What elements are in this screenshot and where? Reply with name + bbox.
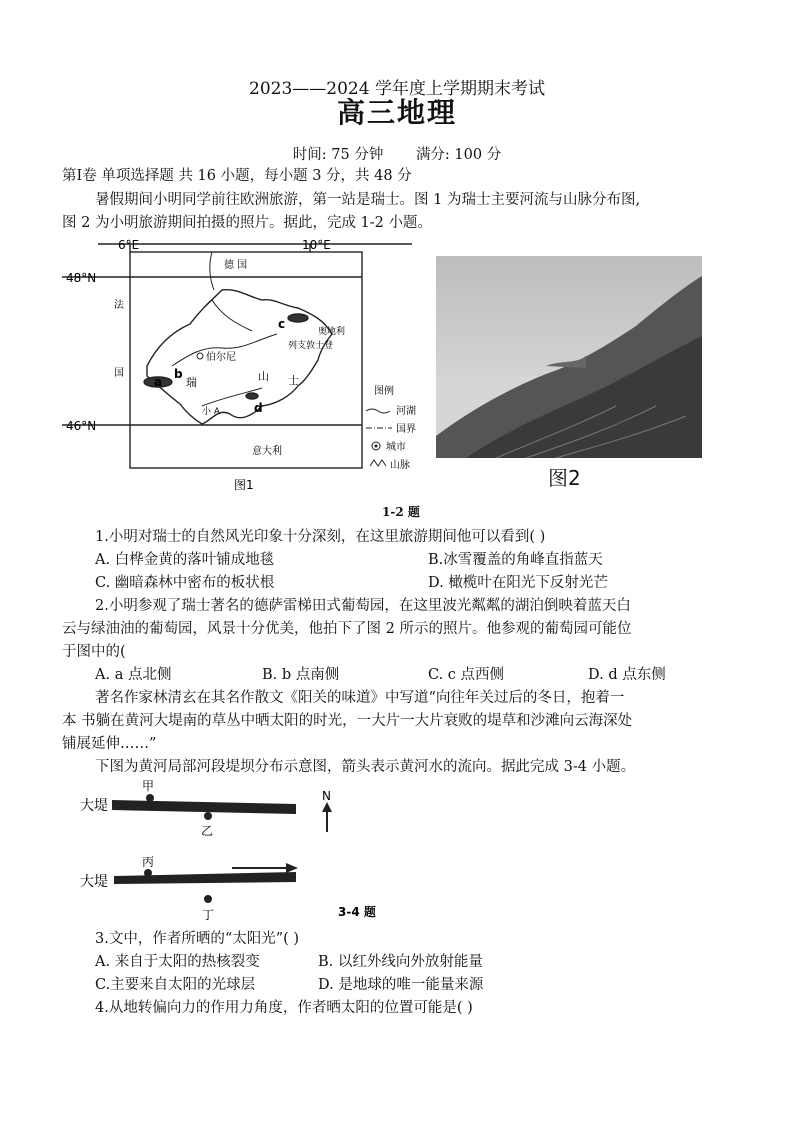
legend-river-icon bbox=[366, 409, 390, 413]
label-italy: 意大利 bbox=[252, 446, 282, 457]
lat-label-46n: 46°N bbox=[66, 419, 97, 433]
north-label: N bbox=[322, 789, 331, 803]
intro1-line2: 图 2 为小明旅游期间拍摄的照片。据此，完成 1-2 小题。 bbox=[62, 215, 433, 231]
q1-option-a: A. 白桦金黄的落叶铺成地毯 bbox=[95, 552, 275, 568]
q2-option-d: D. d 点东侧 bbox=[588, 667, 666, 683]
legend-title: 图例 bbox=[374, 386, 394, 397]
diagram-caption: 3-4 题 bbox=[338, 905, 376, 919]
legend-river: 河湖 bbox=[396, 406, 416, 417]
flow-arrow-icon bbox=[286, 863, 298, 873]
point-b: b bbox=[174, 367, 183, 381]
intro2-line4: 下图为黄河局部河段堤坝分布示意图，箭头表示黄河水的流向。据此完成 3-4 小题。 bbox=[95, 759, 636, 775]
q2-option-b: B. b 点南侧 bbox=[262, 667, 340, 683]
label-yi: 乙 bbox=[201, 824, 214, 838]
vineyard-photo bbox=[436, 256, 702, 458]
point-jia-icon bbox=[146, 794, 154, 802]
legend-mountain-icon bbox=[370, 460, 386, 466]
intro2-line1: 著名作家林清玄在其名作散文《阳关的味道》中写道“向往年关过后的冬日，抱着一 bbox=[95, 690, 625, 706]
point-a: a bbox=[154, 375, 163, 389]
q2-line3: 于图中的( bbox=[62, 644, 126, 660]
exam-score: 满分: 100 分 bbox=[415, 147, 502, 163]
q3-option-c: C.主要来自太阳的光球层 bbox=[95, 977, 256, 993]
label-swiss-2: 士 bbox=[288, 374, 299, 387]
label-shan: 山 bbox=[258, 370, 269, 383]
upper-dike bbox=[112, 800, 296, 814]
lon-label-10e: 10°E bbox=[302, 238, 331, 252]
q1-option-c: C. 幽暗森林中密布的板状根 bbox=[95, 575, 275, 591]
section-heading: 第Ⅰ卷 单项选择题 共 16 小题，每小题 3 分，共 48 分 bbox=[62, 168, 412, 184]
legend-mountain: 山脉 bbox=[390, 460, 410, 471]
legend-city: 城市 bbox=[386, 442, 406, 453]
lon-label-6e: 6°E bbox=[118, 238, 140, 252]
label-swiss-1: 瑞 bbox=[186, 376, 197, 389]
point-yi-icon bbox=[204, 812, 212, 820]
label-dike-lower: 大堤 bbox=[80, 874, 108, 890]
lower-dike bbox=[114, 872, 296, 884]
north-arrow-icon bbox=[322, 802, 332, 812]
q2-line1: 2.小明参观了瑞士著名的德萨雷梯田式葡萄园，在这里波光粼粼的湖泊倒映着蓝天白 bbox=[95, 598, 631, 614]
q1-option-d: D. 橄榄叶在阳光下反射光芒 bbox=[428, 575, 608, 591]
label-bing: 丙 bbox=[142, 855, 155, 869]
lat-label-48n: 48°N bbox=[66, 271, 97, 285]
q1-stem: 1.小明对瑞士的自然风光印象十分深刻，在这里旅游期间他可以看到( ) bbox=[95, 529, 546, 545]
exam-time: 时间: 75 分钟 bbox=[292, 147, 384, 163]
q4-stem: 4.从地转偏向力的作用力角度，作者晒太阳的位置可能是( ) bbox=[95, 1000, 473, 1016]
point-c: c bbox=[278, 317, 286, 331]
legend-border: 国界 bbox=[396, 424, 416, 435]
q3-stem: 3.文中，作者所晒的“太阳光”( ) bbox=[95, 931, 300, 947]
label-alps: 小 A bbox=[202, 407, 221, 417]
q2-line2: 云与绿油油的葡萄园，风景十分优美，他拍下了图 2 所示的照片。他参观的葡萄园可能位 bbox=[62, 621, 632, 637]
label-liechtenstein: 列支敦士登 bbox=[288, 341, 334, 351]
photo-caption: 图2 bbox=[548, 466, 581, 490]
exam-info bbox=[0, 146, 794, 164]
q3-option-a: A. 来自于太阳的热核裂变 bbox=[95, 954, 260, 970]
intro2-line2: 本 书躺在黄河大堤南的草丛中晒太阳的时光，一大片一大片衰败的堤草和沙滩向云海深处 bbox=[62, 713, 633, 729]
q3-option-b: B. 以红外线向外放射能量 bbox=[318, 954, 483, 970]
q2-option-c: C. c 点西侧 bbox=[428, 667, 505, 683]
label-bern: 伯尔尼 bbox=[206, 352, 236, 363]
q1-option-b: B.冰雪覆盖的角峰直指蓝天 bbox=[428, 552, 603, 568]
label-austria: 奥地利 bbox=[318, 327, 346, 337]
subject-title: 高三地理 bbox=[336, 96, 457, 129]
exam-title: 2023——2024 学年度上学期期末考试 bbox=[249, 79, 545, 99]
label-jia: 甲 bbox=[142, 779, 155, 793]
point-bing-icon bbox=[144, 869, 152, 877]
label-france-1: 法 bbox=[114, 300, 124, 311]
swiss-map bbox=[62, 236, 432, 498]
label-ding: 丁 bbox=[202, 908, 215, 922]
q2-option-a: A. a 点北侧 bbox=[95, 667, 172, 683]
city-bern-icon bbox=[197, 353, 203, 359]
map-caption: 图1 bbox=[234, 478, 254, 492]
q3-option-d: D. 是地球的唯一能量来源 bbox=[318, 977, 484, 993]
label-dike-upper: 大堤 bbox=[80, 798, 108, 814]
label-germany: 德 国 bbox=[224, 260, 248, 271]
river-dike-diagram bbox=[80, 778, 480, 928]
intro2-line3: 铺展延伸……” bbox=[62, 736, 157, 752]
intro1-line1: 暑假期间小明同学前往欧洲旅游，第一站是瑞士。图 1 为瑞士主要河流与山脉分布图, bbox=[95, 192, 641, 208]
label-france-2: 国 bbox=[114, 368, 124, 379]
figure-label-1-2: 1-2 题 bbox=[382, 505, 420, 519]
point-ding-icon bbox=[204, 895, 212, 903]
point-d: d bbox=[254, 401, 263, 415]
